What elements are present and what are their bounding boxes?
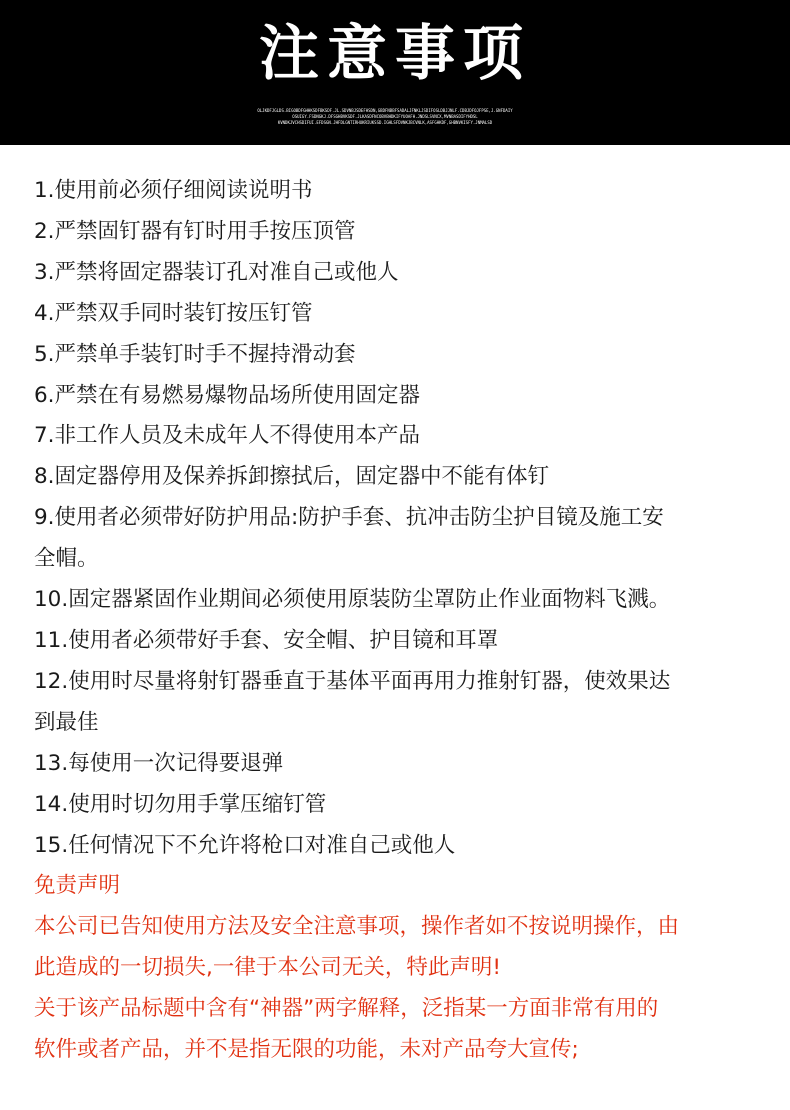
precaution-item: 9.使用者必须带好防护用品:防护手套、抗冲击防尘护目镜及施工安 <box>34 505 664 531</box>
precaution-item: 全帽。 <box>34 546 99 572</box>
precaution-item: 6.严禁在有易燃易爆物品场所使用固定器 <box>34 382 421 408</box>
precaution-item: 1.使用前必须仔细阅读说明书 <box>34 178 313 203</box>
header-subtitle-line: OLJKDFJGLDS.BIGOBDFGHHKSDFBKSDF.JL.SDVNBJSDEFHSDN,GBDFNBBFSADALJFNKLJSDIFOSLDBJJNLF.CDBJDFOJFPSE,J.GNFDAIY <box>257 108 513 113</box>
precaution-item: 3.严禁将固定器装订孔对准自己或他人 <box>34 259 399 285</box>
disclaimer-line: 关于该产品标题中含有“神器”两字解释，泛指某一方面非常有用的 <box>34 996 659 1022</box>
header-subtitle <box>230 108 540 126</box>
precautions-list <box>34 171 764 1071</box>
disclaimer-line: 本公司已告知使用方法及安全注意事项，操作者如不按说明操作，由 <box>34 914 680 940</box>
precaution-item: 4.严禁双手同时装钉按压钉管 <box>34 300 313 326</box>
header-subtitle-line: OSUIGY.FSDNGKJ.DFSGHBVKSDF.JLKASDFNCOBVBHDKIFYUOAFH.JNDSLSVNCX,MVNBASDIFYHDSL <box>292 114 478 119</box>
precaution-item: 10.固定器紧固作业期间必须使用原装防尘罩防止作业面物料飞溅。 <box>34 587 671 613</box>
header-subtitle-line: KVNDKJVCHSDIFUI.EFDSGN.JHFDLGNTIRHUKRIUKSSD.IGHLSFDVNKJBCVNLK,ASFGHKDF,GHBNVKISFY.JNMALSD <box>277 120 493 125</box>
precaution-item: 11.使用者必须带好手套、安全帽、护目镜和耳罩 <box>34 627 499 653</box>
precaution-item: 2.严禁固钉器有钉时用手按压顶管 <box>34 218 356 244</box>
page-title: 注意事项 <box>259 19 531 89</box>
precaution-item: 13.每使用一次记得要退弹 <box>34 750 284 776</box>
precaution-item: 8.固定器停用及保养拆卸擦拭后，固定器中不能有体钉 <box>34 464 550 490</box>
disclaimer-heading: 免责声明 <box>34 873 121 899</box>
precaution-item: 12.使用时尽量将射钉器垂直于基体平面再用力推射钉器，使效果达 <box>34 668 671 694</box>
precaution-item: 15.任何情况下不允许将枪口对准自己或他人 <box>34 832 456 858</box>
precaution-item: 7.非工作人员及未成年人不得使用本产品 <box>34 423 421 449</box>
precaution-item: 到最佳 <box>34 709 99 735</box>
disclaimer-line: 此造成的一切损失,一律于本公司无关，特此声明! <box>34 955 501 981</box>
precaution-item: 5.严禁单手装钉时手不握持滑动套 <box>34 341 356 367</box>
header-banner <box>0 0 790 145</box>
disclaimer-line: 软件或者产品，并不是指无限的功能，未对产品夸大宣传; <box>34 1037 579 1063</box>
precaution-item: 14.使用时切勿用手掌压缩钉管 <box>34 791 327 817</box>
